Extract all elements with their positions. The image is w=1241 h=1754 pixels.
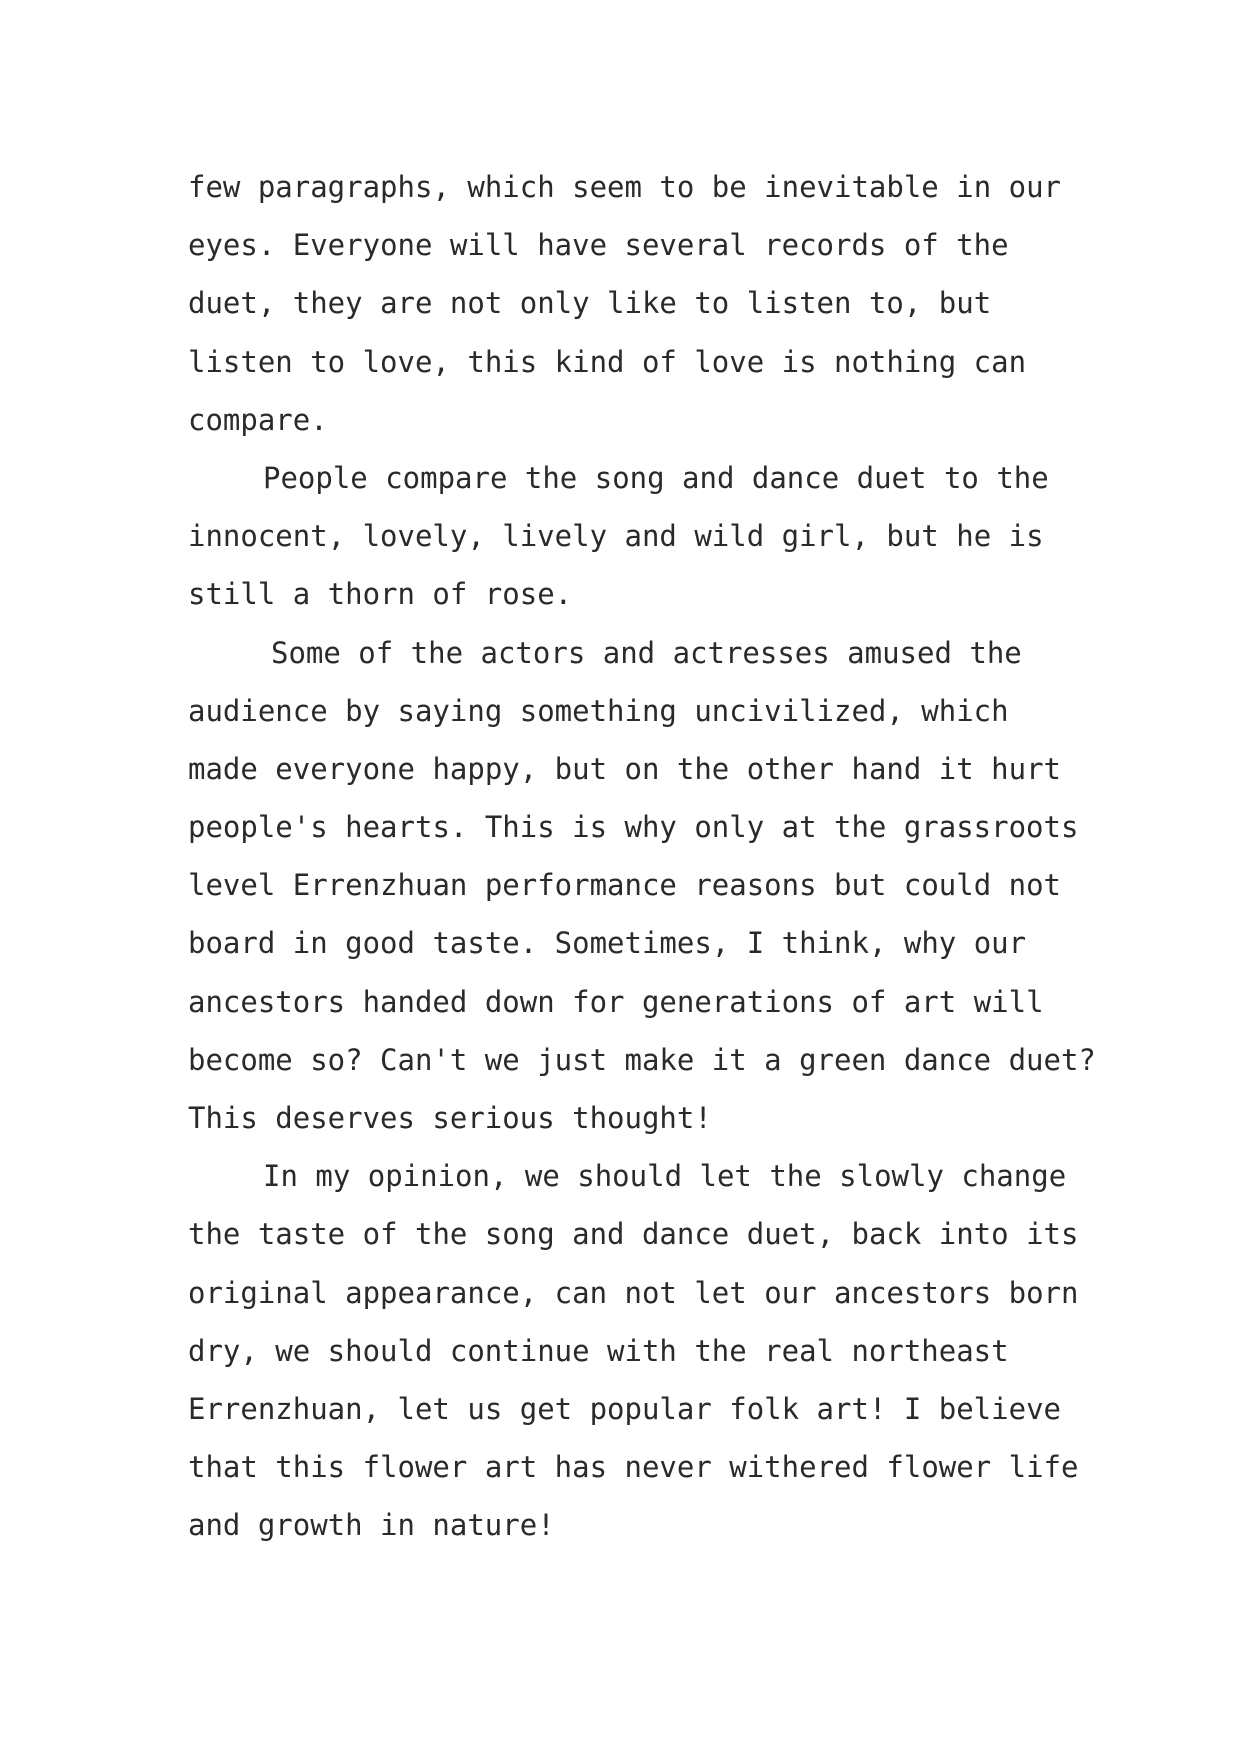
text-line: Some of the actors and actresses amused the <box>271 635 1022 670</box>
text-line: People compare the song and dance duet to the <box>263 460 1049 495</box>
text-line: listen to love, this kind of love is nothing can <box>188 344 1027 379</box>
body-text <box>188 158 1096 1555</box>
text-line: level Errenzhuan performance reasons but could not <box>188 868 1062 903</box>
text-line: the taste of the song and dance duet, back into its <box>188 1217 1079 1252</box>
paragraph <box>188 1147 1079 1554</box>
text-line: that this flower art has never withered flower life <box>188 1450 1079 1485</box>
paragraph <box>188 624 1096 1148</box>
text-line: audience by saying something uncivilized, which <box>188 693 1009 728</box>
text-line: Errenzhuan, let us get popular folk art! I believe <box>188 1391 1061 1426</box>
text-line: dry, we should continue with the real northeast <box>188 1333 1009 1368</box>
text-line: In my opinion, we should let the slowly change <box>263 1159 1067 1194</box>
text-line: This deserves serious thought! <box>188 1101 712 1135</box>
paragraph <box>188 449 1058 624</box>
text-line: people's hearts. This is why only at the grassroots <box>188 810 1079 845</box>
text-line: duet, they are not only like to listen to, but <box>188 286 992 321</box>
text-line: board in good taste. Sometimes, I think, why our <box>188 926 1027 961</box>
text-line: ancestors handed down for generations of art will <box>188 984 1044 1019</box>
text-line: innocent, lovely, lively and wild girl, but he is <box>188 519 1044 554</box>
text-line: become so? Can't we just make it a green dance duet? <box>188 1042 1096 1077</box>
paragraph <box>188 158 1061 449</box>
text-line: compare. <box>188 402 328 437</box>
text-line: made everyone happy, but on the other hand it hurt <box>188 751 1061 786</box>
text-line: eyes. Everyone will have several records of the <box>188 228 1009 263</box>
text-line: still a thorn of rose. <box>188 577 573 612</box>
text-line: original appearance, can not let our ancestors born <box>188 1275 1079 1310</box>
text-line: and growth in nature! <box>188 1508 555 1543</box>
text-line: few paragraphs, which seem to be inevitable in our <box>188 170 1061 204</box>
